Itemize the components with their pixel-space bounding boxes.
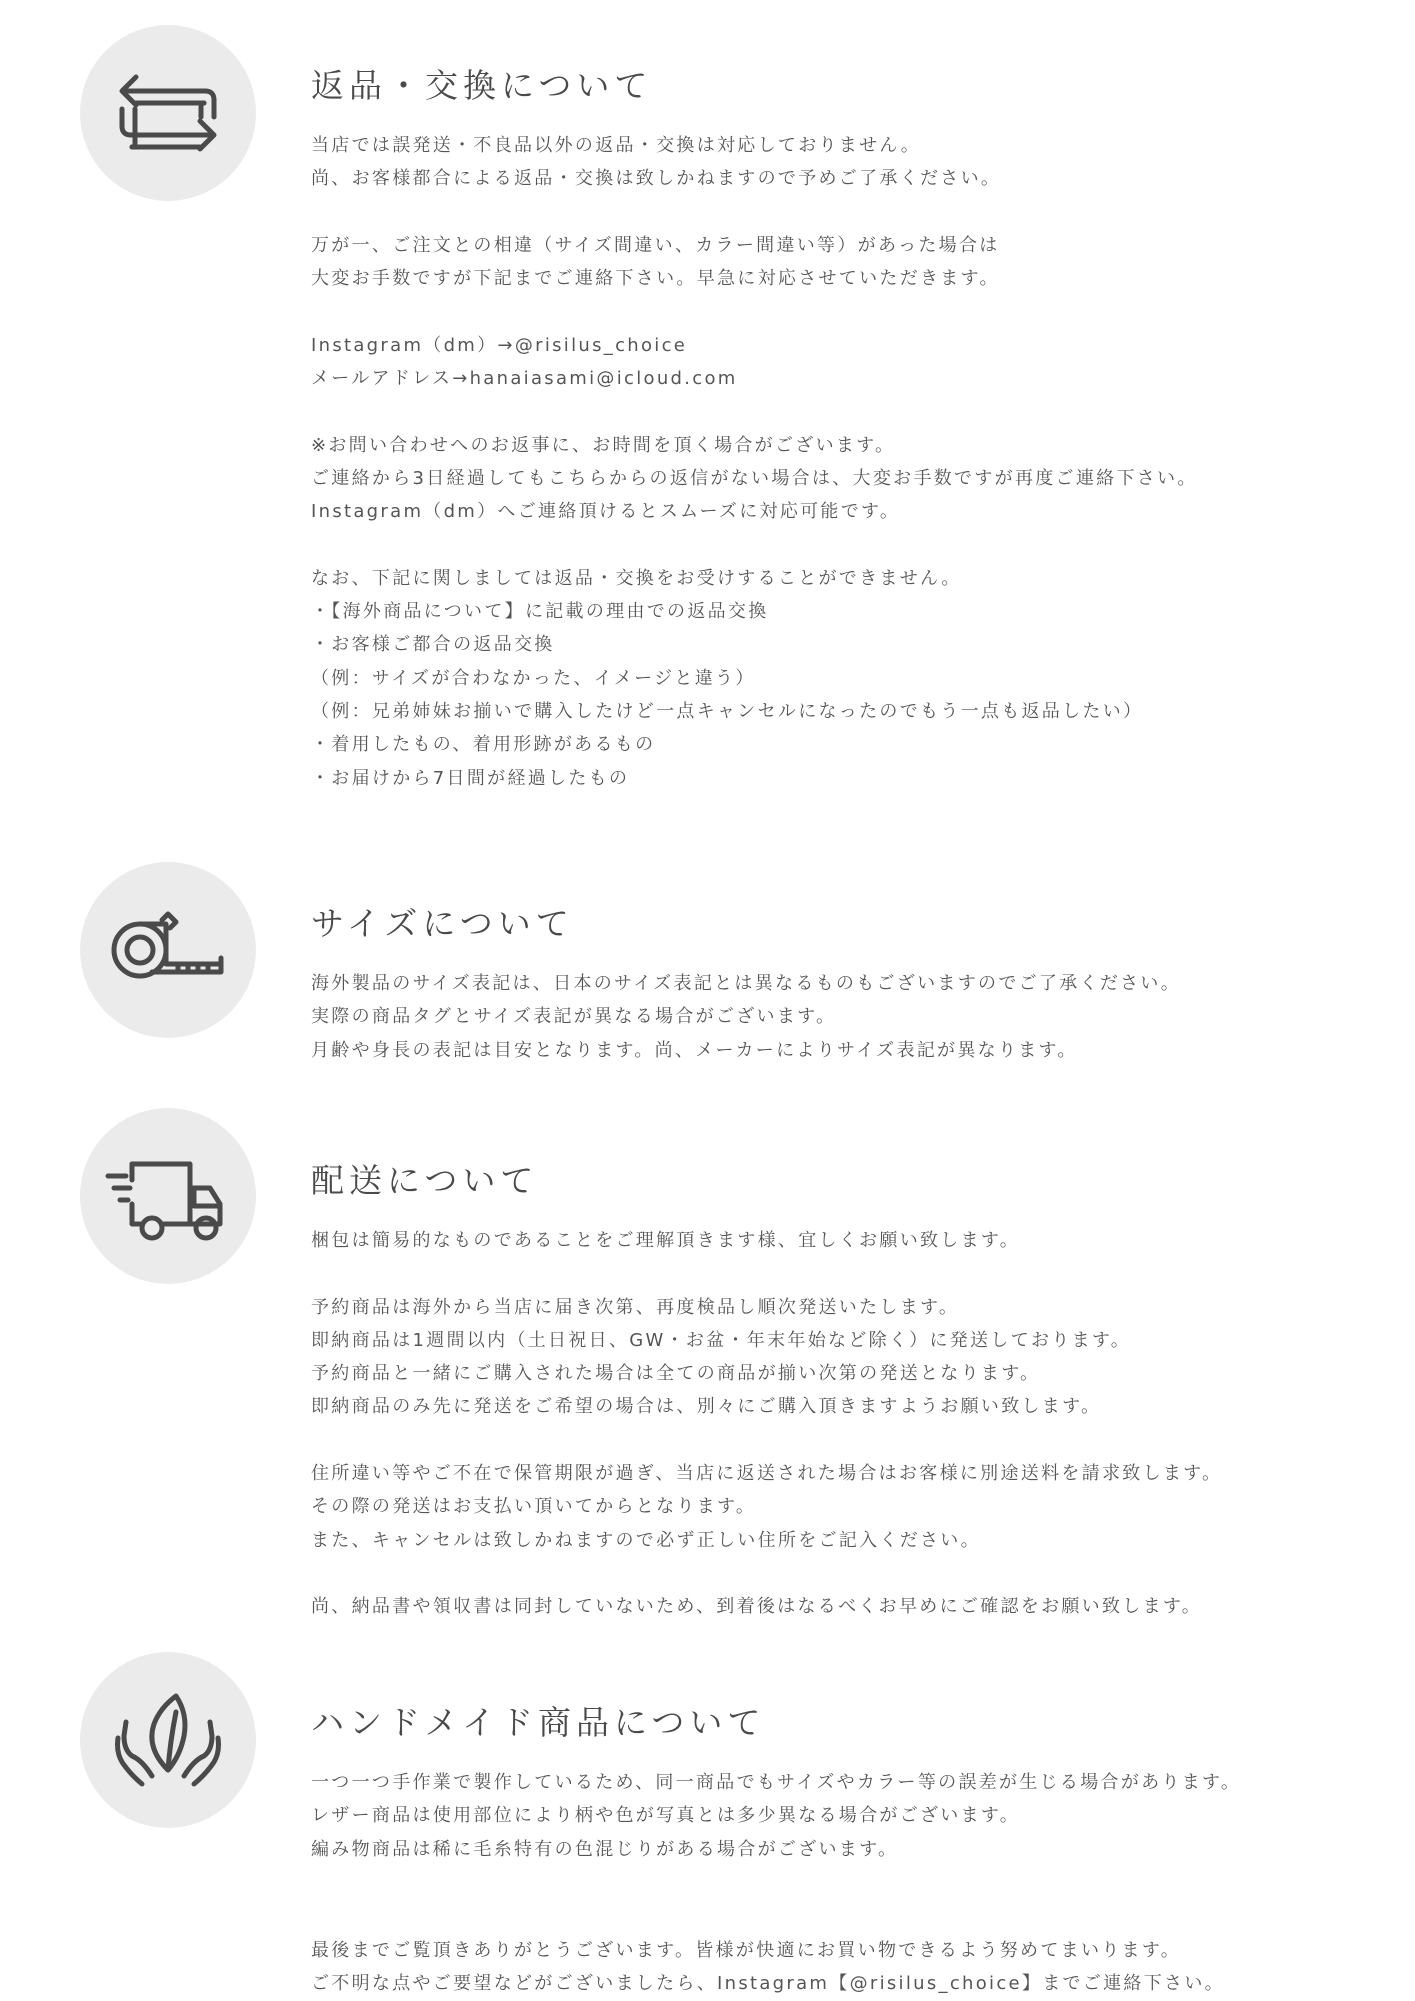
text-line: 海外製品のサイズ表記は、日本のサイズ表記とは異なるものもございますのでご了承ください。	[311, 973, 1182, 994]
instagram-contact: Instagram（dm）→@risilus_choice	[311, 334, 688, 356]
text-line: 住所違い等やご不在で保管期限が過ぎ、当店に返送された場合はお客様に別途送料を請求致します。	[311, 1463, 1223, 1485]
text-line: 当店では誤発送・不良品以外の返品・交換は対応しておりません。	[311, 135, 922, 156]
list-item: （例：兄弟姉妹お揃いで購入したけど一点キャンセルになったのでもう一点も返品したい）	[311, 701, 1144, 723]
text-line: 万が一、ご注文との相違（サイズ間違い、カラー間違い等）があった場合は	[311, 234, 1000, 256]
size-icon-circle	[80, 862, 256, 1038]
handmade-icon-circle	[80, 1652, 256, 1828]
list-item: ・着用したもの、着用形跡があるもの	[311, 734, 656, 756]
text-line: 即納商品は1週間以内（土日祝日、GW・お盆・年末年始など除く）に発送しております。	[311, 1329, 1132, 1351]
section-title-returns: 返品・交換について	[311, 66, 653, 105]
section-body-returns	[311, 129, 1371, 795]
section-title-handmade: ハンドメイド商品について	[311, 1703, 766, 1742]
email-contact: メールアドレス→hanaiasami@icloud.com	[311, 368, 738, 390]
section-title-shipping: 配送について	[311, 1161, 539, 1200]
section-returns	[311, 60, 1371, 795]
measuring-tape-icon	[80, 862, 256, 1038]
list-item: ・お客様ご都合の返品交換	[311, 634, 555, 656]
text-line: 一つ一つ手作業で製作しているため、同一商品でもサイズやカラー等の誤差が生じる場合があります。	[311, 1772, 1242, 1793]
section-body-shipping	[311, 1224, 1371, 1624]
section-shipping	[311, 1155, 1371, 1624]
text-line: 尚、納品書や領収書は同封していないため、到着後はなるべくお早めにご確認をお願い致します。	[311, 1596, 1203, 1618]
text-line: ※お問い合わせへのお返事に、お時間を頂く場合がございます。	[311, 434, 896, 456]
list-item: （例：サイズが合わなかった、イメージと違う）	[311, 667, 756, 689]
text-line: 実際の商品タグとサイズ表記が異なる場合がございます。	[311, 1006, 837, 1028]
text-line: また、キャンセルは致しかねますので必ず正しい住所をご記入ください。	[311, 1529, 981, 1551]
closing-line: 最後までご覧頂きありがとうございます。皆様が快適にお買い物できるよう努めてまいります。	[311, 1940, 1182, 1961]
shipping-icon-circle	[80, 1108, 256, 1284]
text-line: レザー商品は使用部位により柄や色が写真とは多少異なる場合がございます。	[311, 1805, 1021, 1827]
section-size	[311, 898, 1371, 1067]
closing-line: ご不明な点やご要望などがございましたら、Instagram【@risilus_choice】までご連絡下さい。	[311, 1973, 1225, 1995]
text-line: 予約商品は海外から当店に届き次第、再度検品し順次発送いたします。	[311, 1296, 960, 1318]
section-title-size: サイズについて	[311, 904, 574, 943]
list-item: ・お届けから7日間が経過したもの	[311, 767, 630, 789]
text-line: 尚、お客様都合による返品・交換は致しかねますので予めご了承ください。	[311, 168, 1002, 190]
returns-icon-circle	[80, 25, 256, 201]
closing-message	[311, 1934, 1371, 2001]
section-handmade	[311, 1697, 1371, 1866]
text-line: ご連絡から3日経過してもこちらからの返信がない場合は、大変お手数ですが再度ご連絡下さい。	[311, 467, 1198, 489]
text-line: その際の発送はお支払い頂いてからとなります。	[311, 1496, 757, 1518]
text-line: 大変お手数ですが下記までご連絡下さい。早急に対応させていただきます。	[311, 268, 1000, 290]
text-line: 梱包は簡易的なものであることをご理解頂きます様、宜しくお願い致します。	[311, 1230, 1021, 1251]
text-line: Instagram（dm）へご連絡頂けるとスムーズに対応可能です。	[311, 501, 901, 523]
hands-leaf-icon	[80, 1652, 256, 1828]
text-line: 編み物商品は稀に毛糸特有の色混じりがある場合がございます。	[311, 1838, 899, 1860]
exchange-arrows-icon	[80, 25, 256, 201]
section-body-size	[311, 967, 1371, 1067]
text-line: 予約商品と一緒にご購入された場合は全ての商品が揃い次第の発送となります。	[311, 1363, 1041, 1385]
text-line: 即納商品のみ先に発送をご希望の場合は、別々にご購入頂きますようお願い致します。	[311, 1396, 1102, 1418]
delivery-truck-icon	[80, 1108, 256, 1284]
section-body-handmade	[311, 1766, 1371, 1866]
text-line: 月齢や身長の表記は目安となります。尚、メーカーによりサイズ表記が異なります。	[311, 1039, 1078, 1061]
text-line: なお、下記に関しましては返品・交換をお受けすることができません。	[311, 567, 962, 589]
list-item: ・【海外商品について】に記載の理由での返品交換	[311, 601, 769, 623]
